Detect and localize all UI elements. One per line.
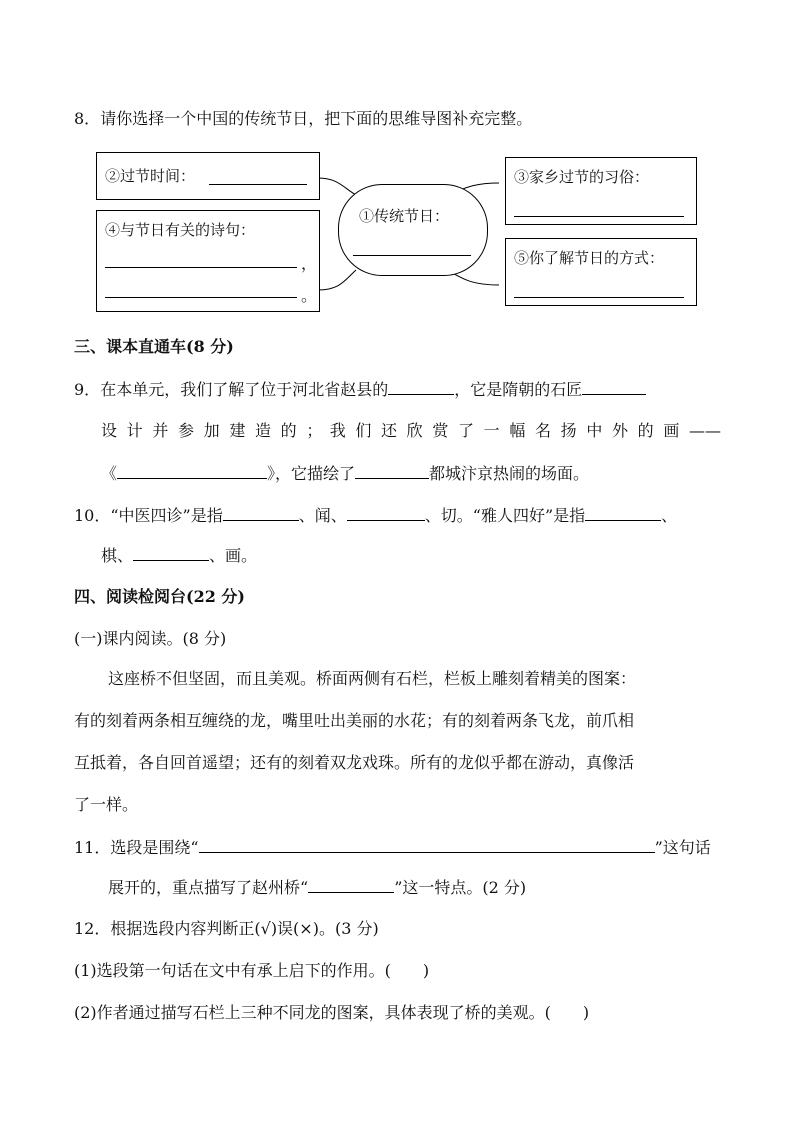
q8-text: 请你选择一个中国的传统节日，把下面的思维导图补充完整。 xyxy=(100,109,533,128)
q10-blank-3[interactable] xyxy=(585,504,661,521)
q10-text-5: 棋、 xyxy=(101,546,134,565)
q10-line-1 xyxy=(74,504,677,527)
q9-blank-painting[interactable] xyxy=(117,462,267,479)
q9-blank-dynasty[interactable] xyxy=(355,462,429,479)
map-box-time xyxy=(96,152,320,200)
map-center-node xyxy=(338,184,488,276)
map-box-custom-blank[interactable] xyxy=(514,216,684,217)
q9-text-1: 在本单元，我们了解了位于河北省赵县的 xyxy=(100,380,389,399)
map-box-poem-comma: ， xyxy=(301,254,318,273)
map-box-custom-label: ③家乡过节的习俗： xyxy=(514,168,650,186)
section4-title: 四、阅读检阅台(22 分) xyxy=(74,587,245,606)
q12-line xyxy=(74,918,379,940)
q10-blank-2[interactable] xyxy=(347,504,425,521)
q9-number: 9． xyxy=(74,380,101,399)
q9-text-3: 《 xyxy=(101,464,118,483)
q9-text-5: 都城汴京热闹的场面。 xyxy=(429,464,590,483)
q12-number: 12． xyxy=(74,919,111,938)
q11-text-2: ”这句话 xyxy=(654,838,711,857)
q9-text-4: 》，它描绘了 xyxy=(267,464,356,483)
q9-text-2: ，它是隋朝的石匠 xyxy=(454,380,583,399)
map-box-time-blank[interactable] xyxy=(209,184,307,185)
q12-item-2: (2)作者通过描写石栏上三种不同龙的图案，具体表现了桥的美观。( ) xyxy=(74,1003,590,1022)
passage-line-1: 这座桥不但坚固，而且美观。桥面两侧有石栏，栏板上雕刻着精美的图案： xyxy=(108,669,637,688)
q12-text: 根据选段内容判断正(√)误(×)。(3 分) xyxy=(110,919,379,938)
q10-number: 10． xyxy=(74,506,111,525)
q10-text-1: “中医四诊”是指 xyxy=(110,506,223,525)
q10-blank-1[interactable] xyxy=(223,504,299,521)
map-box-poem xyxy=(96,210,320,312)
q11-blank-sentence[interactable] xyxy=(199,836,655,853)
map-center-label: ①传统节日： xyxy=(359,207,450,225)
map-box-method xyxy=(505,238,697,306)
map-center-blank[interactable] xyxy=(353,255,471,256)
q10-text-2: 、闻、 xyxy=(298,506,347,525)
q10-text-6: 、画。 xyxy=(209,546,258,565)
q11-text-4: ”这一特点。(2 分) xyxy=(394,878,527,897)
q8-number: 8． xyxy=(74,109,101,128)
q10-line-2 xyxy=(101,544,257,567)
q9-line-2: 设 计 并 参 加 建 造 的 ； 我 们 还 欣 赏 了 一 幅 名 扬 中 外 的 画 —— xyxy=(101,421,721,440)
q11-blank-feature[interactable] xyxy=(308,876,394,893)
q11-line-1 xyxy=(74,836,711,859)
passage-line-2: 有的刻着两条相互缠绕的龙，嘴里吐出美丽的水花；有的刻着两条飞龙，前爪相 xyxy=(74,711,635,730)
q9-blank-bridge[interactable] xyxy=(388,378,454,395)
part1-title: (一)课内阅读。(8 分) xyxy=(74,629,227,648)
q11-text-3: 展开的，重点描写了赵州桥“ xyxy=(108,878,309,897)
q11-number: 11． xyxy=(74,838,111,857)
section3-title: 三、课本直通车(8 分) xyxy=(74,337,234,356)
map-box-poem-blank-2[interactable] xyxy=(105,297,297,298)
q11-line-2 xyxy=(108,876,526,899)
map-box-method-label: ⑤你了解节日的方式： xyxy=(514,249,665,267)
map-box-poem-label: ④与节日有关的诗句： xyxy=(105,221,256,239)
q10-blank-4[interactable] xyxy=(133,544,209,561)
map-box-custom xyxy=(505,157,697,225)
q9-line-1 xyxy=(74,378,646,401)
passage-line-3: 互抵着，各自回首遥望；还有的刻着双龙戏珠。所有的龙似乎都在游动，真像活 xyxy=(74,753,635,772)
map-box-time-label: ②过节时间： xyxy=(105,167,196,185)
map-box-poem-period: 。 xyxy=(301,286,318,305)
q10-text-3: 、切。“雅人四好”是指 xyxy=(424,506,586,525)
passage-line-4: 了一样。 xyxy=(74,795,139,814)
map-box-method-blank[interactable] xyxy=(514,297,684,298)
q9-line-3 xyxy=(101,462,589,485)
q9-blank-mason[interactable] xyxy=(582,378,646,395)
map-box-poem-blank-1[interactable] xyxy=(105,267,297,268)
q10-text-4: 、 xyxy=(661,506,678,525)
q12-item-1: (1)选段第一句话在文中有承上启下的作用。( ) xyxy=(74,961,430,980)
q11-text-1: 选段是围绕“ xyxy=(110,838,199,857)
